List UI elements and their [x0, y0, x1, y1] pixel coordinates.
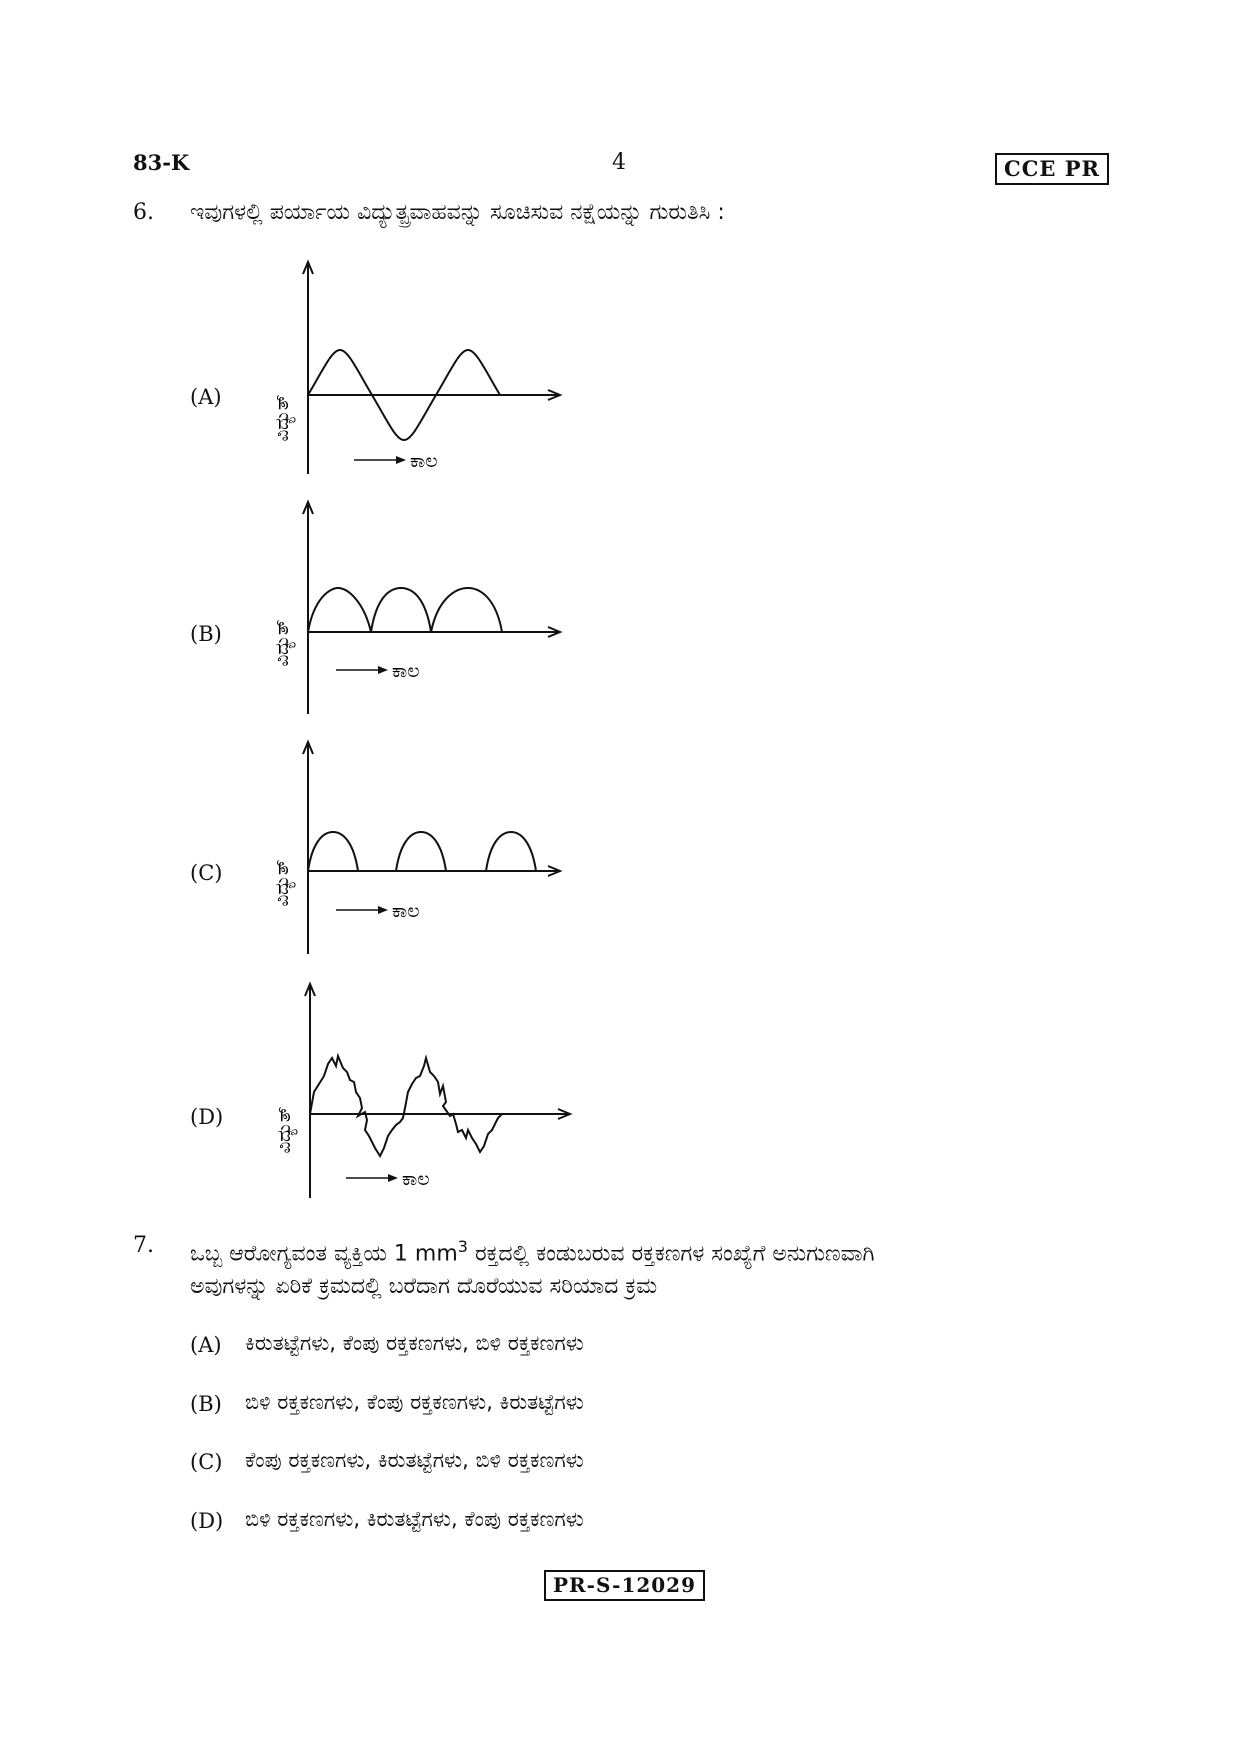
q7-option-c-label: (C)	[190, 1450, 223, 1474]
q7-option-d-text: ಬಿಳಿ ರಕ್ತಕಣಗಳು, ಕಿರುತಟ್ಟೆಗಳು, ಕೆಂಪು ರಕ್ತಕಣಗಳು	[245, 1507, 584, 1531]
q7-option-d-label: (D)	[190, 1509, 224, 1533]
graph-c-label: (C)	[190, 861, 223, 885]
question-7-text-before: ಒಬ್ಬ ಆರೋಗ್ಯವಂತ ವ್ಯಕ್ತಿಯ 1 mm	[190, 1241, 458, 1267]
q7-option-a-label: (A)	[190, 1333, 222, 1357]
q7-option-a-text: ಕಿರುತಟ್ಟೆಗಳು, ಕೆಂಪು ರಕ್ತಕಣಗಳು, ಬಿಳಿ ರಕ್ತಕಣಗಳು	[245, 1331, 584, 1355]
graph-d-label: (D)	[190, 1105, 224, 1129]
graph-a-x-direction-arrowhead	[396, 456, 406, 464]
question-7-line-2: ಅವುಗಳನ್ನು ಏರಿಕೆ ಕ್ರಮದಲ್ಲಿ ಬರೆದಾಗ ದೊರೆಯುವ ಸರಿಯಾದ ಕ್ರಮ	[190, 1274, 658, 1299]
graph-b-waveform	[308, 588, 502, 632]
graph-a-y-axis-label: ವಿದ್ಯುತ್	[272, 394, 293, 442]
q7-option-c-text: ಕೆಂಪು ರಕ್ತಕಣಗಳು, ಕಿರುತಟ್ಟೆಗಳು, ಬಿಳಿ ರಕ್ತಕಣಗಳು	[245, 1448, 584, 1472]
graph-b-x-direction-arrowhead	[378, 666, 388, 674]
graph-d-waveform	[310, 1056, 502, 1156]
graph-c-axes	[303, 742, 560, 954]
graph-a-axes	[303, 262, 560, 474]
graph-b-y-axis-label: ವಿದ್ಯುತ್	[272, 619, 293, 667]
question-7-number: 7.	[133, 1233, 154, 1258]
graph-c-x-axis-label: ಕಾಲ	[392, 900, 420, 922]
graph-b-x-axis-label: ಕಾಲ	[392, 660, 420, 682]
graph-d-x-direction-arrowhead	[388, 1174, 398, 1182]
page-number: 4	[612, 150, 626, 175]
question-7-superscript: 3	[457, 1237, 468, 1256]
footer-code-box: PR-S-12029	[544, 1570, 705, 1601]
question-7-line-1	[190, 1228, 1120, 1273]
graph-a-x-axis-label: ಕಾಲ	[410, 450, 438, 472]
graph-a-label: (A)	[190, 385, 222, 409]
paper-code: 83-K	[133, 150, 190, 175]
graph-d	[250, 980, 580, 1200]
graph-c	[250, 738, 570, 958]
graph-c-waveform	[308, 832, 536, 871]
question-7-text-after: ರಕ್ತದಲ್ಲಿ ಕಂಡುಬರುವ ರಕ್ತಕಣಗಳ ಸಂಖ್ಯೆಗೆ ಅನುಗುಣವಾಗಿ	[467, 1241, 875, 1267]
question-6-text: ಇವುಗಳಲ್ಲಿ ಪರ್ಯಾಯ ವಿದ್ಯುತ್ಪ್ರವಾಹವನ್ನು ಸೂಚಿಸುವ ನಕ್ಷೆಯನ್ನು ಗುರುತಿಸಿ :	[190, 200, 725, 225]
graph-b-label: (B)	[190, 622, 222, 646]
graph-c-x-direction-arrowhead	[378, 906, 388, 914]
graph-d-x-axis-label: ಕಾಲ	[402, 1168, 430, 1190]
q7-option-b-text: ಬಿಳಿ ರಕ್ತಕಣಗಳು, ಕೆಂಪು ರಕ್ತಕಣಗಳು, ಕಿರುತಟ್ಟೆಗಳು	[245, 1390, 584, 1414]
graph-a	[250, 258, 570, 478]
q7-option-b-label: (B)	[190, 1392, 222, 1416]
question-6-number: 6.	[133, 200, 154, 225]
graph-b-axes	[303, 502, 560, 714]
graph-d-axes	[305, 984, 570, 1198]
series-box: CCE PR	[995, 153, 1109, 185]
graph-b	[250, 498, 570, 718]
graph-c-y-axis-label: ವಿದ್ಯುತ್	[272, 859, 293, 907]
graph-d-y-axis-label: ವಿದ್ಯುತ್	[274, 1106, 295, 1154]
